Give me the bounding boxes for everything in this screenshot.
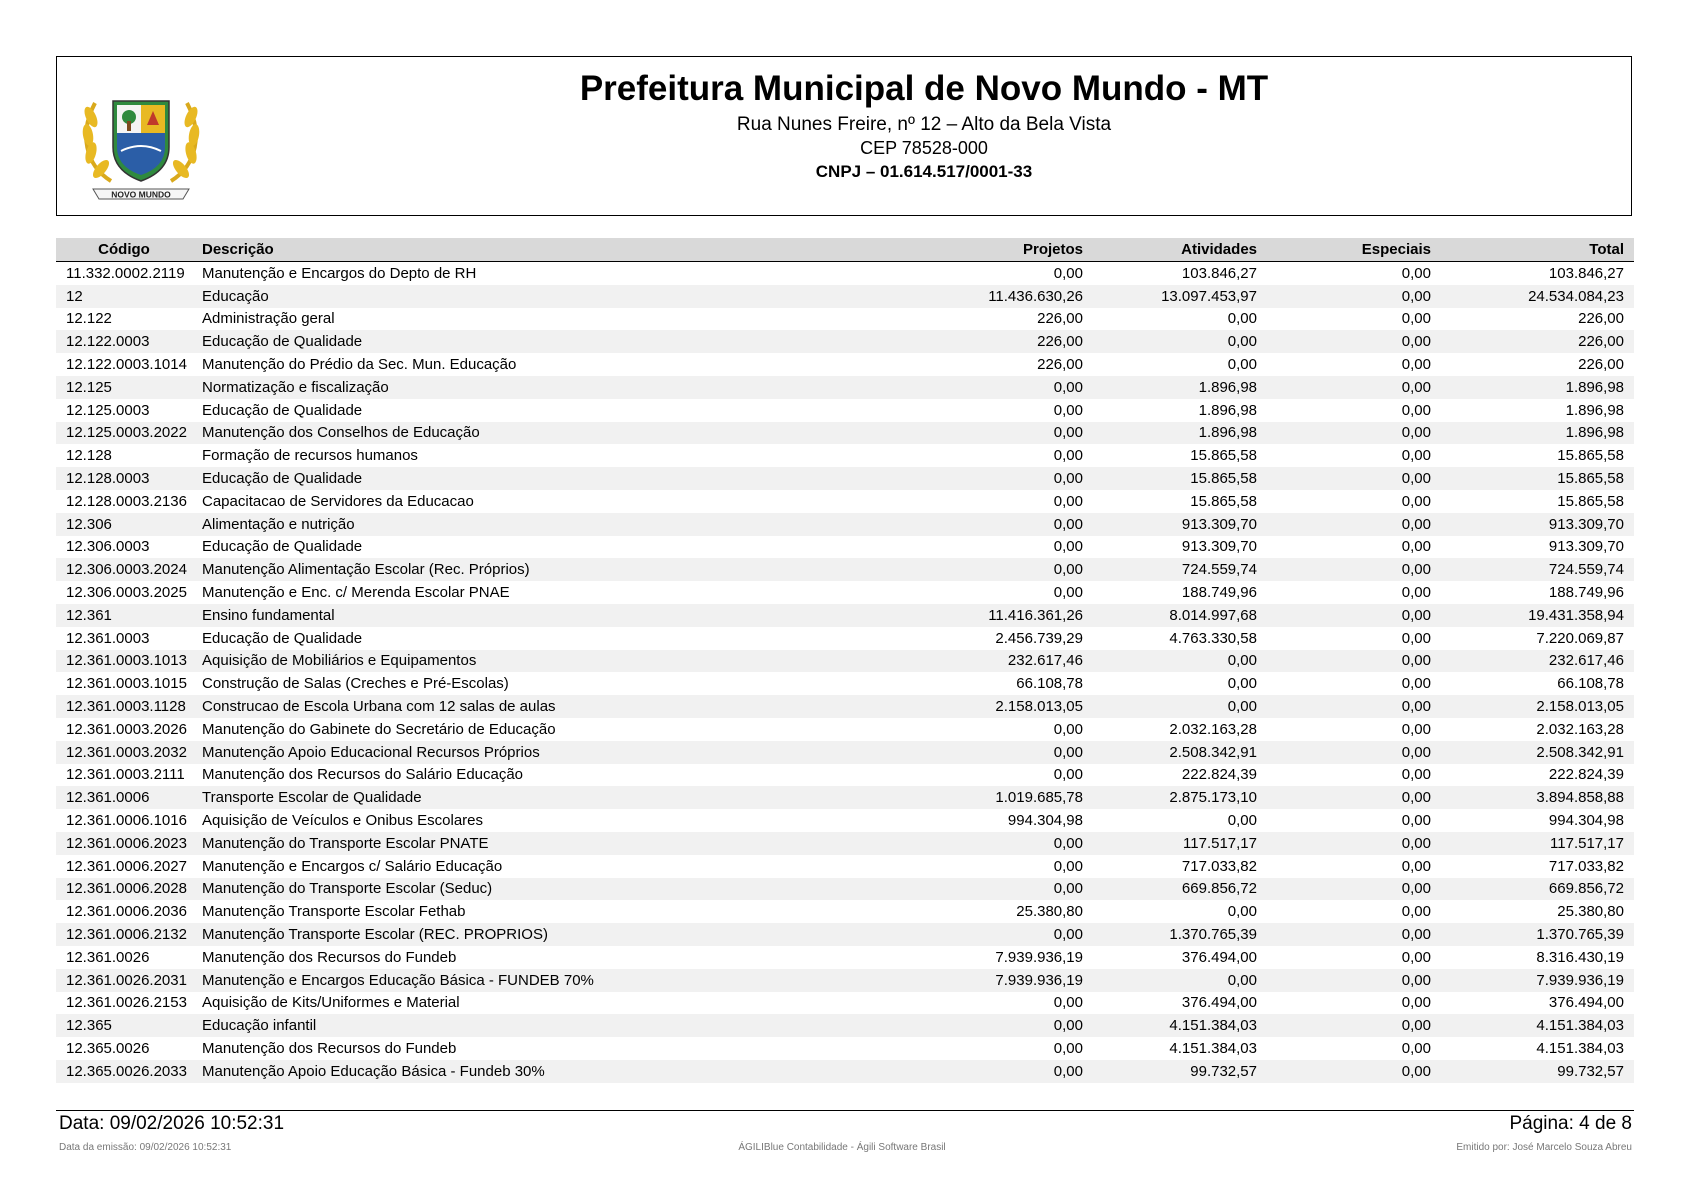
- cell-especiais: 0,00: [1401, 994, 1431, 1012]
- cell-codigo: 12.125.0003: [66, 401, 150, 419]
- table-row: [56, 353, 1634, 376]
- cell-projetos: 0,00: [1053, 538, 1083, 556]
- cell-atividades: 13.097.453,97: [1093, 285, 1267, 308]
- cell-descricao: Manutenção e Enc. c/ Merenda Escolar PNAE: [202, 584, 510, 602]
- cell-total: 1.896,98: [1441, 376, 1634, 399]
- table-row: [56, 855, 1634, 878]
- cell-especiais: 0,00: [1401, 675, 1431, 693]
- table-row: [56, 718, 1634, 741]
- cell-projetos: 0,00: [920, 513, 1093, 536]
- cell-codigo: 12.365.0026: [66, 1039, 150, 1057]
- cell-especiais: 0,00: [1401, 629, 1431, 647]
- table-row: [56, 558, 1634, 581]
- cell-descricao: Normatização e fiscalização: [192, 376, 920, 399]
- cell-total: 117.517,17: [1441, 832, 1634, 855]
- cell-atividades: 4.151.384,03: [1169, 1039, 1257, 1057]
- cell-especiais: 0,00: [1267, 969, 1441, 992]
- cell-especiais: 0,00: [1267, 878, 1441, 901]
- table-row: [56, 992, 1634, 1015]
- table-row: [56, 695, 1634, 718]
- cell-projetos: 7.939.936,19: [920, 969, 1093, 992]
- cell-atividades: 1.896,98: [1093, 422, 1267, 445]
- cell-projetos: 66.108,78: [1016, 675, 1083, 693]
- cell-descricao: Educação de Qualidade: [192, 467, 920, 490]
- cell-descricao: Educação de Qualidade: [202, 629, 363, 647]
- cell-projetos: 25.380,80: [1016, 903, 1083, 921]
- cell-total: 3.894.858,88: [1441, 786, 1634, 809]
- expense-table: [56, 238, 1634, 1083]
- cell-descricao: Construcao de Escola Urbana com 12 salas de aulas: [192, 695, 920, 718]
- cell-descricao: Educação de Qualidade: [202, 538, 363, 556]
- cell-total: 8.316.430,19: [1536, 948, 1624, 966]
- cell-codigo: 11.332.0002.2119: [66, 264, 185, 282]
- table-row: [56, 422, 1634, 445]
- cell-atividades: 15.865,58: [1190, 447, 1257, 465]
- cell-total: 1.370.765,39: [1441, 923, 1634, 946]
- table-body: [56, 262, 1634, 1083]
- cell-especiais: 0,00: [1267, 923, 1441, 946]
- cell-projetos: 11.416.361,26: [920, 604, 1093, 627]
- table-row: [56, 627, 1634, 650]
- cell-atividades: 0,00: [1227, 356, 1257, 374]
- cell-especiais: 0,00: [1267, 330, 1441, 353]
- cell-codigo: 12.306.0003.2025: [66, 584, 187, 602]
- cell-atividades: 15.865,58: [1190, 492, 1257, 510]
- cell-especiais: 0,00: [1401, 1039, 1431, 1057]
- cell-atividades: 4.151.384,03: [1093, 1014, 1267, 1037]
- cell-atividades: 1.896,98: [1198, 401, 1257, 419]
- cell-especiais: 0,00: [1267, 695, 1441, 718]
- table-row: [56, 262, 1634, 285]
- cell-atividades: 0,00: [1093, 695, 1267, 718]
- cell-codigo: 12.361.0026.2031: [56, 969, 192, 992]
- cell-atividades: 376.494,00: [1181, 948, 1257, 966]
- cell-projetos: 0,00: [1053, 1039, 1083, 1057]
- cell-especiais: 0,00: [1401, 310, 1431, 328]
- cell-descricao: Educação de Qualidade: [202, 401, 363, 419]
- footer-date: Data: 09/02/2026 10:52:31: [59, 1113, 285, 1134]
- cell-descricao: Aquisição de Kits/Uniformes e Material: [202, 994, 460, 1012]
- cell-total: 376.494,00: [1548, 994, 1624, 1012]
- cell-projetos: 0,00: [920, 1014, 1093, 1037]
- cell-total: 2.508.342,91: [1441, 741, 1634, 764]
- cell-atividades: 2.032.163,28: [1169, 720, 1257, 738]
- cell-especiais: 0,00: [1267, 604, 1441, 627]
- cell-especiais: 0,00: [1267, 832, 1441, 855]
- table-row: [56, 764, 1634, 787]
- cell-total: 7.939.936,19: [1441, 969, 1634, 992]
- cell-codigo: 12.361.0003.1013: [56, 650, 192, 673]
- cell-codigo: 12.306.0003.2024: [56, 558, 192, 581]
- column-header-projetos: Projetos: [920, 238, 1093, 262]
- cell-descricao: Manutenção Apoio Educacional Recursos Próprios: [192, 741, 920, 764]
- table-row: [56, 923, 1634, 946]
- cell-projetos: 0,00: [1053, 857, 1083, 875]
- cell-codigo: 12.361.0003.1128: [56, 695, 192, 718]
- report-header: [56, 56, 1632, 216]
- cell-projetos: 0,00: [920, 422, 1093, 445]
- cell-descricao: Manutenção dos Recursos do Fundeb: [202, 1039, 457, 1057]
- cell-especiais: 0,00: [1267, 285, 1441, 308]
- cell-descricao: Educação de Qualidade: [192, 330, 920, 353]
- cell-codigo: 12.361.0006.2023: [56, 832, 192, 855]
- cell-total: 226,00: [1578, 356, 1624, 374]
- cell-total: 25.380,80: [1557, 903, 1624, 921]
- footer-page-number: Página: 4 de 8: [1509, 1113, 1632, 1134]
- cell-atividades: 376.494,00: [1181, 994, 1257, 1012]
- cell-total: 99.732,57: [1441, 1060, 1634, 1083]
- cell-projetos: 0,00: [920, 1060, 1093, 1083]
- cell-descricao: Educação: [192, 285, 920, 308]
- cell-especiais: 0,00: [1267, 467, 1441, 490]
- cell-atividades: 4.763.330,58: [1169, 629, 1257, 647]
- table-row: [56, 604, 1634, 627]
- cell-descricao: Manutenção e Encargos Educação Básica - FUNDEB 70%: [192, 969, 920, 992]
- cell-especiais: 0,00: [1267, 1060, 1441, 1083]
- cell-atividades: 99.732,57: [1093, 1060, 1267, 1083]
- header-text-block: [217, 57, 1631, 185]
- cell-atividades: 0,00: [1227, 903, 1257, 921]
- column-header-especiais: Especiais: [1267, 238, 1441, 262]
- cell-descricao: Transporte Escolar de Qualidade: [192, 786, 920, 809]
- table-row: [56, 946, 1634, 969]
- cell-atividades: 15.865,58: [1093, 467, 1267, 490]
- table-row: [56, 969, 1634, 992]
- cell-total: 66.108,78: [1557, 675, 1624, 693]
- cell-descricao: Manutenção e Encargos do Depto de RH: [202, 264, 477, 282]
- table-row: [56, 399, 1634, 422]
- cell-total: 15.865,58: [1557, 447, 1624, 465]
- cell-especiais: 0,00: [1267, 513, 1441, 536]
- cell-total: 4.151.384,03: [1441, 1014, 1634, 1037]
- cell-projetos: 0,00: [1053, 994, 1083, 1012]
- org-title: Prefeitura Municipal de Novo Mundo - MT: [579, 69, 1269, 108]
- cell-descricao: Manutenção Alimentação Escolar (Rec. Próprios): [192, 558, 920, 581]
- cell-atividades: 0,00: [1227, 675, 1257, 693]
- cell-total: 2.158.013,05: [1441, 695, 1634, 718]
- table-row: [56, 1037, 1634, 1060]
- cell-especiais: 0,00: [1401, 584, 1431, 602]
- cell-codigo: 12.306.0003: [66, 538, 150, 556]
- cell-codigo: 12.306: [56, 513, 192, 536]
- table-row: [56, 490, 1634, 513]
- cell-total: 232.617,46: [1441, 650, 1634, 673]
- table-row: [56, 878, 1634, 901]
- cell-especiais: 0,00: [1401, 492, 1431, 510]
- cell-atividades: 222.824,39: [1181, 766, 1257, 784]
- cell-especiais: 0,00: [1267, 786, 1441, 809]
- cell-especiais: 0,00: [1401, 903, 1431, 921]
- cell-projetos: 0,00: [920, 467, 1093, 490]
- cell-codigo: 12.361.0003.2032: [56, 741, 192, 764]
- cell-projetos: 226,00: [920, 330, 1093, 353]
- cell-projetos: 232.617,46: [920, 650, 1093, 673]
- footer-emission-date: Data da emissão: 09/02/2026 10:52:31: [59, 1142, 232, 1153]
- cell-atividades: 8.014.997,68: [1093, 604, 1267, 627]
- cell-especiais: 0,00: [1401, 948, 1431, 966]
- table-row: [56, 1014, 1634, 1037]
- cell-codigo: 12.361.0003.1015: [66, 675, 187, 693]
- cell-total: 19.431.358,94: [1441, 604, 1634, 627]
- cell-codigo: 12.122.0003: [56, 330, 192, 353]
- cell-atividades: 669.856,72: [1093, 878, 1267, 901]
- org-address: Rua Nunes Freire, nº 12 – Alto da Bela Vista: [736, 114, 1112, 135]
- cell-especiais: 0,00: [1401, 720, 1431, 738]
- cell-descricao: Manutenção do Prédio da Sec. Mun. Educação: [202, 356, 517, 374]
- cell-codigo: 12.125: [56, 376, 192, 399]
- footer-divider: [56, 1110, 1634, 1111]
- cell-codigo: 12.365.0026.2033: [56, 1060, 192, 1083]
- cell-especiais: 0,00: [1401, 356, 1431, 374]
- cell-codigo: 12.361.0006.1016: [66, 812, 187, 830]
- cell-projetos: 0,00: [1053, 492, 1083, 510]
- cell-total: 2.032.163,28: [1536, 720, 1624, 738]
- cell-atividades: 0,00: [1093, 969, 1267, 992]
- cell-total: 724.559,74: [1441, 558, 1634, 581]
- cell-descricao: Manutenção do Transporte Escolar (Seduc): [192, 878, 920, 901]
- table-row: [56, 376, 1634, 399]
- cell-total: 7.220.069,87: [1536, 629, 1624, 647]
- cell-descricao: Manutenção dos Recursos do Salário Educação: [202, 766, 524, 784]
- cell-projetos: 226,00: [1037, 356, 1083, 374]
- table-row: [56, 650, 1634, 673]
- cell-atividades: 0,00: [1227, 812, 1257, 830]
- cell-projetos: 7.939.936,19: [995, 948, 1083, 966]
- table-row: [56, 513, 1634, 536]
- cell-codigo: 12.361.0006.2036: [66, 903, 187, 921]
- cell-total: 913.309,70: [1548, 538, 1624, 556]
- org-cep: CEP 78528-000: [860, 138, 988, 158]
- cell-especiais: 0,00: [1401, 401, 1431, 419]
- cell-codigo: 12.365: [56, 1014, 192, 1037]
- cell-projetos: 0,00: [920, 878, 1093, 901]
- cell-especiais: 0,00: [1401, 538, 1431, 556]
- cell-atividades: 2.508.342,91: [1093, 741, 1267, 764]
- cell-codigo: 12.361.0003.2111: [66, 766, 185, 784]
- cell-especiais: 0,00: [1267, 650, 1441, 673]
- cell-codigo: 12.361.0026: [66, 948, 150, 966]
- table-row: [56, 832, 1634, 855]
- cell-total: 1.896,98: [1441, 422, 1634, 445]
- cell-projetos: 2.158.013,05: [920, 695, 1093, 718]
- cell-descricao: Manutenção Transporte Escolar Fethab: [202, 903, 466, 921]
- footer-software: ÁGILIBlue Contabilidade - Ágili Software Brasil: [738, 1142, 946, 1153]
- logo-caption: NOVO MUNDO: [111, 189, 171, 200]
- cell-total: 15.865,58: [1441, 467, 1634, 490]
- cell-especiais: 0,00: [1401, 766, 1431, 784]
- cell-codigo: 12.361.0006: [56, 786, 192, 809]
- cell-atividades: 0,00: [1227, 310, 1257, 328]
- cell-total: 226,00: [1578, 310, 1624, 328]
- table-row: [56, 900, 1634, 923]
- cell-total: 24.534.084,23: [1441, 285, 1634, 308]
- cell-codigo: 12.361.0006.2132: [56, 923, 192, 946]
- cell-atividades: 913.309,70: [1181, 538, 1257, 556]
- cell-atividades: 1.896,98: [1093, 376, 1267, 399]
- cell-total: 669.856,72: [1441, 878, 1634, 901]
- cell-projetos: 1.019.685,78: [920, 786, 1093, 809]
- cell-especiais: 0,00: [1401, 264, 1431, 282]
- table-row: [56, 467, 1634, 490]
- cell-projetos: 226,00: [1037, 310, 1083, 328]
- cell-especiais: 0,00: [1267, 1014, 1441, 1037]
- cell-especiais: 0,00: [1267, 376, 1441, 399]
- cell-descricao: Capacitacao de Servidores da Educacao: [202, 492, 474, 510]
- cell-total: 994.304,98: [1548, 812, 1624, 830]
- cell-codigo: 12.361.0006.2027: [66, 857, 187, 875]
- cell-descricao: Manutenção do Gabinete do Secretário de Educação: [202, 720, 556, 738]
- cell-total: 226,00: [1441, 330, 1634, 353]
- cell-total: 222.824,39: [1548, 766, 1624, 784]
- cell-descricao: Administração geral: [202, 310, 335, 328]
- cell-atividades: 913.309,70: [1093, 513, 1267, 536]
- cell-codigo: 12.361.0003.2026: [66, 720, 187, 738]
- table-row: [56, 1060, 1634, 1083]
- cell-projetos: 11.436.630,26: [920, 285, 1093, 308]
- table-row: [56, 330, 1634, 353]
- cell-descricao: Manutenção dos Recursos do Fundeb: [202, 948, 457, 966]
- cell-descricao: Alimentação e nutrição: [192, 513, 920, 536]
- cell-atividades: 103.846,27: [1181, 264, 1257, 282]
- cell-projetos: 0,00: [1053, 766, 1083, 784]
- cell-descricao: Construção de Salas (Creches e Pré-Escolas): [202, 675, 509, 693]
- cell-total: 913.309,70: [1441, 513, 1634, 536]
- cell-codigo: 12.125.0003.2022: [56, 422, 192, 445]
- cell-especiais: 0,00: [1267, 558, 1441, 581]
- table-row: [56, 809, 1634, 832]
- cell-descricao: Formação de recursos humanos: [202, 447, 418, 465]
- table-row: [56, 581, 1634, 604]
- column-header-total: Total: [1441, 238, 1634, 262]
- cell-codigo: 12.122: [66, 310, 112, 328]
- cell-descricao: Manutenção dos Conselhos de Educação: [192, 422, 920, 445]
- cell-codigo: 12.361.0026.2153: [66, 994, 187, 1012]
- cell-especiais: 0,00: [1267, 741, 1441, 764]
- cell-atividades: 724.559,74: [1093, 558, 1267, 581]
- cell-projetos: 0,00: [1053, 584, 1083, 602]
- cell-total: 15.865,58: [1557, 492, 1624, 510]
- cell-descricao: Manutenção Apoio Educação Básica - Fundeb 30%: [192, 1060, 920, 1083]
- table-header-row: [56, 238, 1634, 262]
- cell-especiais: 0,00: [1401, 447, 1431, 465]
- cell-codigo: 12.361.0006.2028: [56, 878, 192, 901]
- cell-especiais: 0,00: [1267, 422, 1441, 445]
- cell-descricao: Aquisição de Mobiliários e Equipamentos: [192, 650, 920, 673]
- cell-atividades: 1.370.765,39: [1093, 923, 1267, 946]
- cell-atividades: 117.517,17: [1093, 832, 1267, 855]
- cell-atividades: 717.033,82: [1181, 857, 1257, 875]
- cell-codigo: 12.128: [66, 447, 112, 465]
- cell-especiais: 0,00: [1401, 857, 1431, 875]
- cell-codigo: 12.128.0003.2136: [66, 492, 187, 510]
- cell-projetos: 0,00: [920, 923, 1093, 946]
- cell-total: 717.033,82: [1548, 857, 1624, 875]
- org-cnpj: CNPJ – 01.614.517/0001-33: [815, 162, 1033, 181]
- cell-atividades: 2.875.173,10: [1093, 786, 1267, 809]
- cell-codigo: 12.361: [56, 604, 192, 627]
- table-row: [56, 786, 1634, 809]
- cell-projetos: 0,00: [1053, 447, 1083, 465]
- cell-projetos: 0,00: [920, 832, 1093, 855]
- cell-descricao: Manutenção e Encargos c/ Salário Educação: [202, 857, 503, 875]
- cell-total: 103.846,27: [1548, 264, 1624, 282]
- table-row: [56, 536, 1634, 559]
- column-header-descricao: Descrição: [192, 238, 920, 262]
- cell-descricao: Manutenção Transporte Escolar (REC. PROPRIOS): [192, 923, 920, 946]
- cell-descricao: Manutenção do Transporte Escolar PNATE: [192, 832, 920, 855]
- cell-atividades: 0,00: [1093, 330, 1267, 353]
- cell-especiais: 0,00: [1401, 812, 1431, 830]
- cell-codigo: 12: [56, 285, 192, 308]
- cell-projetos: 0,00: [920, 741, 1093, 764]
- table-row: [56, 285, 1634, 308]
- cell-projetos: 2.456.739,29: [995, 629, 1083, 647]
- table-row: [56, 672, 1634, 695]
- cell-total: 4.151.384,03: [1536, 1039, 1624, 1057]
- cell-codigo: 12.122.0003.1014: [66, 356, 187, 374]
- column-header-atividades: Atividades: [1093, 238, 1267, 262]
- cell-descricao: Aquisição de Veículos e Onibus Escolares: [202, 812, 483, 830]
- cell-projetos: 0,00: [920, 558, 1093, 581]
- table-row: [56, 444, 1634, 467]
- cell-total: 188.749,96: [1548, 584, 1624, 602]
- cell-descricao: Educação infantil: [192, 1014, 920, 1037]
- cell-projetos: 0,00: [1053, 264, 1083, 282]
- cell-atividades: 188.749,96: [1181, 584, 1257, 602]
- cell-codigo: 12.128.0003: [56, 467, 192, 490]
- cell-projetos: 0,00: [1053, 720, 1083, 738]
- cell-projetos: 994.304,98: [1007, 812, 1083, 830]
- table-row: [56, 308, 1634, 331]
- cell-codigo: 12.361.0003: [66, 629, 150, 647]
- cell-projetos: 0,00: [920, 376, 1093, 399]
- cell-atividades: 0,00: [1093, 650, 1267, 673]
- column-header-codigo: Código: [56, 238, 192, 262]
- table-row: [56, 741, 1634, 764]
- cell-total: 1.896,98: [1565, 401, 1624, 419]
- footer-emitted-by: Emitido por: José Marcelo Souza Abreu: [1456, 1142, 1632, 1153]
- municipal-coat-of-arms-icon: [71, 69, 211, 209]
- cell-projetos: 0,00: [1053, 401, 1083, 419]
- cell-descricao: Ensino fundamental: [192, 604, 920, 627]
